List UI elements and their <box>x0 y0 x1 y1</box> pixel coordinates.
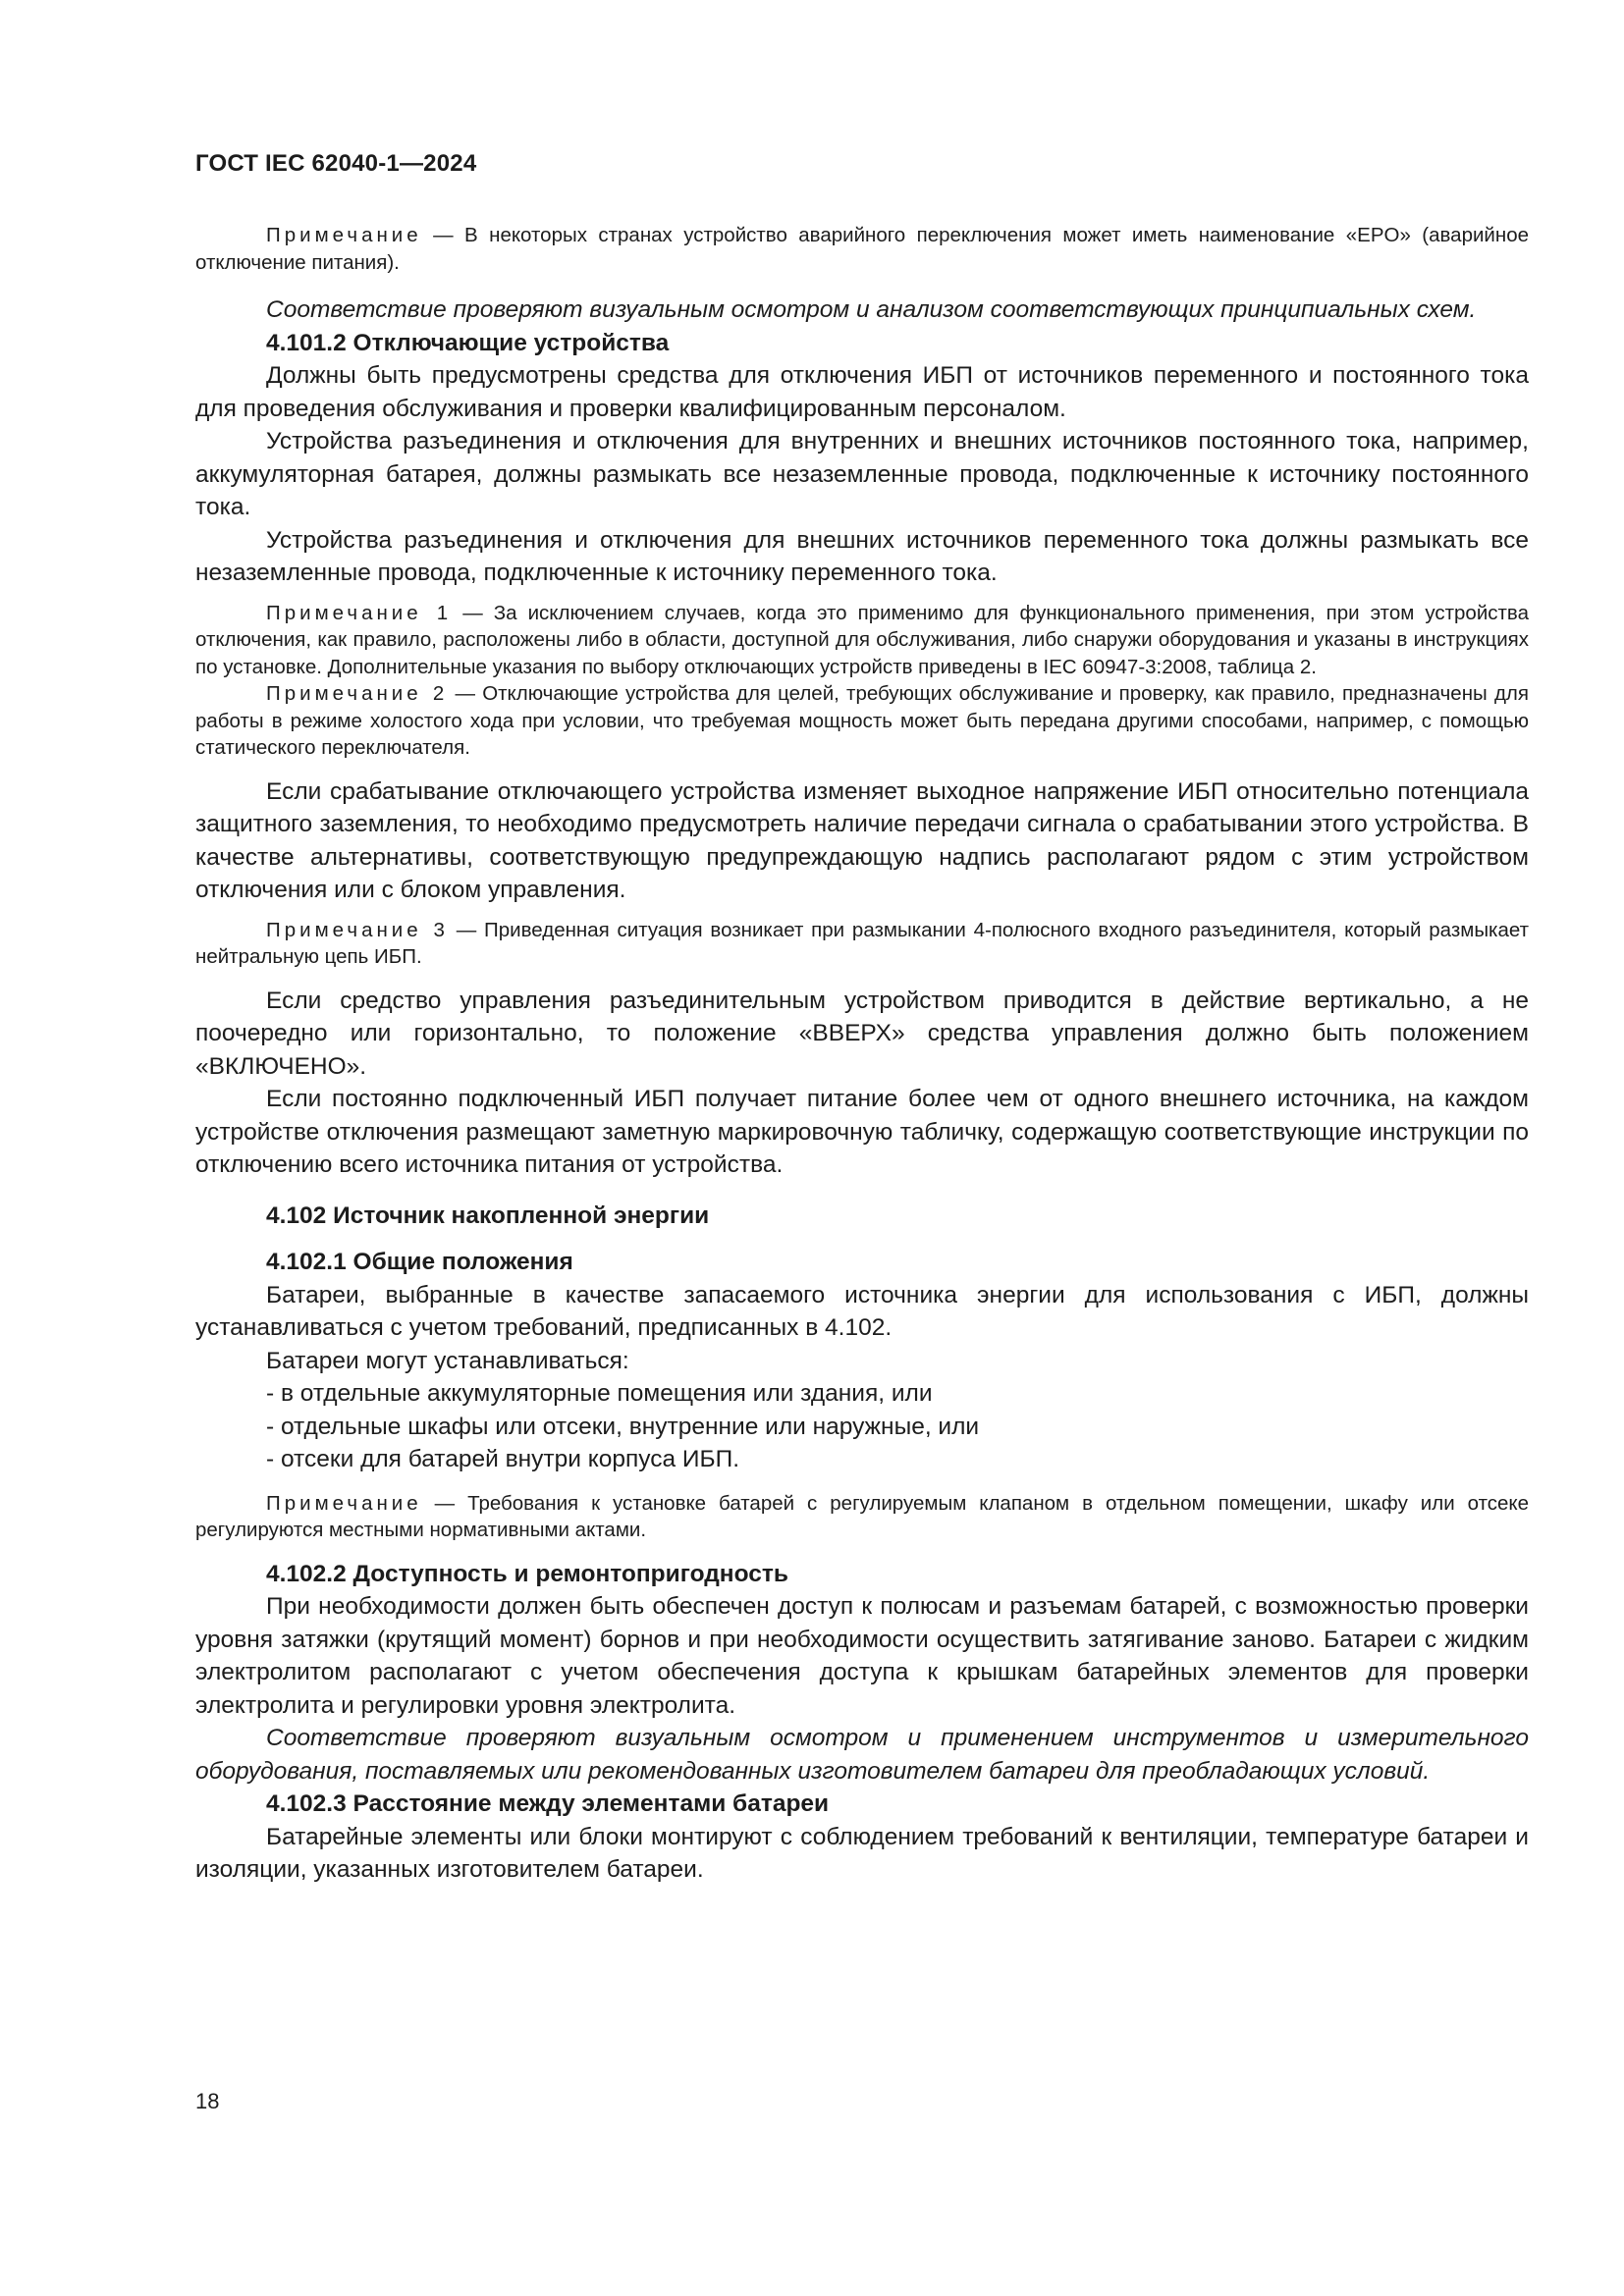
paragraph-4: Если срабатывание отключающего устройства изменяет выходное напряжение ИБП относительно потенциала защитного заземления, то необходимо предусмотреть наличие передачи сигнала о срабатывании этого устройства. В качестве альтернативы, соответствующую предупреждающую надпись располагают рядом с этим устройством отключения или с блоком управления. <box>195 777 1529 903</box>
page-number: 18 <box>195 2089 220 2113</box>
note-2 <box>195 680 1529 762</box>
note-text: — Приведенная ситуация возникает при размыкании 4-полюсного входного разъединителя, который размыкает нейтральную цепь ИБП. <box>195 918 1529 968</box>
note-1 <box>195 600 1529 681</box>
paragraph-5: Если средство управления разъединительным устройством приводится в действие вертикально, а не поочередно или горизонтально, то положение «ВВЕРХ» средства управления должно быть положением «ВКЛЮЧЕНО». <box>195 987 1529 1080</box>
paragraph-9: При необходимости должен быть обеспечен доступ к полюсам и разъемам батарей, с возможностью проверки уровня затяжки (крутящий момент) борнов и при необходимости осуществить затягивание заново. Батареи с жидким электролитом располагают с учетом обеспечения доступа к крышкам батарейных элементов для проверки электролита и регулировки уровня электролита. <box>195 1593 1529 1719</box>
heading-4-101-2: 4.101.2 Отключающие устройства <box>266 329 670 356</box>
note-text: — Требования к установке батарей с регулируемым клапаном в отдельном помещении, шкафу или отсеке регулируются местными нормативными актами. <box>195 1491 1529 1541</box>
heading-4-102-2: 4.102.2 Доступность и ремонтопригодность <box>266 1560 788 1587</box>
note-epo <box>195 222 1529 276</box>
heading-4-102-3: 4.102.3 Расстояние между элементами батареи <box>266 1790 830 1817</box>
list-item: - отсеки для батарей внутри корпуса ИБП. <box>266 1446 740 1472</box>
paragraph-10: Батарейные элементы или блоки монтируют с соблюдением требований к вентиляции, температуре батареи и изоляции, указанных изготовителем батареи. <box>195 1823 1529 1883</box>
note-label: Примечание 1 <box>266 601 453 624</box>
note-3 <box>195 917 1529 971</box>
compliance-text-1: Соответствие проверяют визуальным осмотром и анализом соответствующих принципиальных схем. <box>266 296 1477 323</box>
note-label: Примечание <box>266 1491 422 1515</box>
note-4 <box>195 1490 1529 1544</box>
heading-4-102-1: 4.102.1 Общие положения <box>266 1249 573 1275</box>
note-label: Примечание 2 <box>266 682 449 705</box>
page-body <box>195 222 1529 1887</box>
compliance-text-2: Соответствие проверяют визуальным осмотром и применением инструментов и измерительного оборудования, поставляемых или рекомендованных изготовителем батареи для преобладающих условий. <box>195 1725 1529 1785</box>
paragraph-2: Устройства разъединения и отключения для внутренних и внешних источников постоянного тока, например, аккумуляторная батарея, должны размыкать все незаземленные провода, подключенные к источнику постоянного тока. <box>195 428 1529 520</box>
paragraph-8: Батареи могут устанавливаться: <box>266 1347 629 1374</box>
heading-4-102: 4.102 Источник накопленной энергии <box>266 1201 710 1229</box>
paragraph-3: Устройства разъединения и отключения для внешних источников переменного тока должны размыкать все незаземленные провода, подключенные к источнику переменного тока. <box>195 526 1529 586</box>
note-label: Примечание 3 <box>266 918 449 941</box>
note-label: Примечание <box>266 224 422 246</box>
note-text: — В некоторых странах устройство аварийного переключения может иметь наименование «EPO» (аварийное отключение питания). <box>195 224 1529 274</box>
list-item: - в отдельные аккумуляторные помещения или здания, или <box>266 1380 933 1407</box>
paragraph-7: Батареи, выбранные в качестве запасаемого источника энергии для использования с ИБП, должны устанавливаться с учетом требований, предписанных в 4.102. <box>195 1281 1529 1341</box>
document-header: ГОСТ IEC 62040-1—2024 <box>195 150 477 177</box>
paragraph-6: Если постоянно подключенный ИБП получает питание более чем от одного внешнего источника, на каждом устройстве отключения размещают заметную маркировочную табличку, содержащую соответствующие инструкции по отключению всего источника питания от устройства. <box>195 1086 1529 1178</box>
note-text: — За исключением случаев, когда это применимо для функционального применения, при этом устройства отключения, как правило, расположены либо в области, доступной для обслуживания, либо снаружи оборудования и указаны в инструкциях по установке. Дополнительные указания по выбору отключающих устройств приведены в IEC 60947-3:2008, таблица 2. <box>195 601 1529 678</box>
paragraph-1: Должны быть предусмотрены средства для отключения ИБП от источников переменного и постоянного тока для проведения обслуживания и проверки квалифицированным персоналом. <box>195 362 1529 422</box>
note-text: — Отключающие устройства для целей, требующих обслуживание и проверку, как правило, предназначены для работы в режиме холостого хода при условии, что требуемая мощность может быть передана другими способами, например, с помощью статического переключателя. <box>195 682 1529 759</box>
list-item: - отдельные шкафы или отсеки, внутренние или наружные, или <box>266 1413 980 1440</box>
